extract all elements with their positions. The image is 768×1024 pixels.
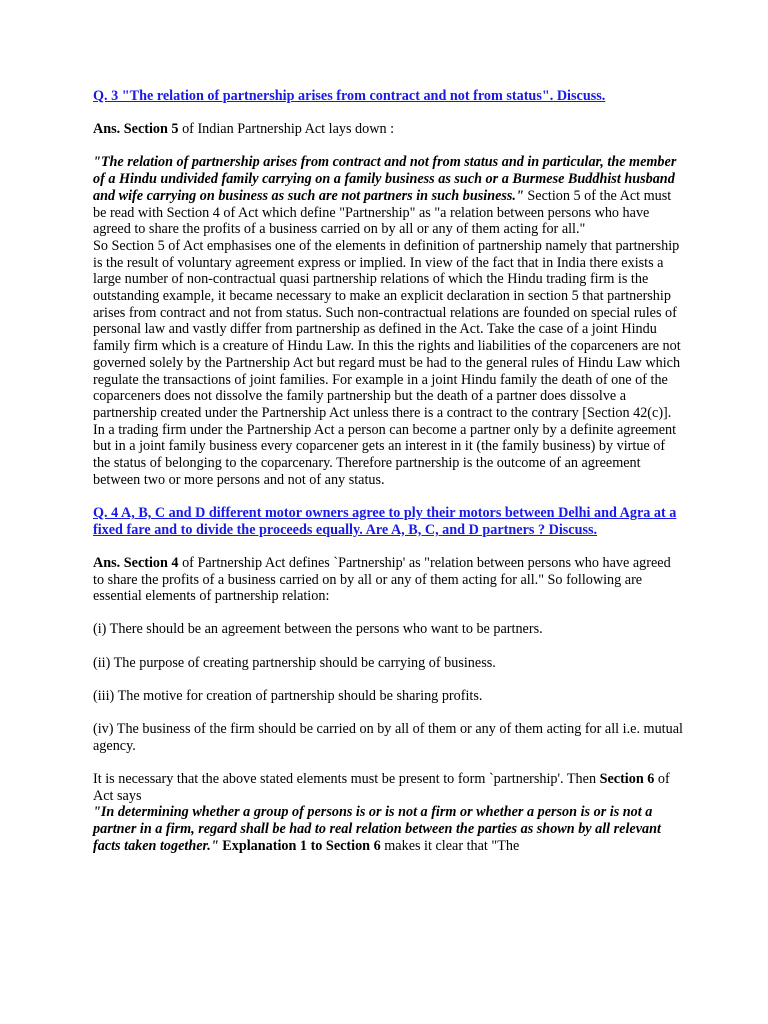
answer-3-body: So Section 5 of Act emphasises one of the elements in definition of partnership namely that partnership is the result of voluntary agreement express or implied. In view of the fact that in India there exists a large number of non-contractual quasi partnership relations of which the Hindu trading firm is the outstanding example, it became necessary to make an explicit declaration in section 5 that partnership arises from contract and not from status. Such non-contractual relations are founded on special rules of personal law and vastly differ from partnership as defined in the Act. Take the case of a joint Hindu family firm which is a creature of Hindu Law. In this the rights and liabilities of the coparceners are not governed solely by the Partnership Act but regard must be had to the general rules of Hindu Law which regulate the transactions of joint families. For example in a joint Hindu family the death of one of the coparceners does not dissolve the family partnership but the death of a partner does dissolve a partnership created under the Partnership Act unless there is a contract to the contrary [Section 42(c)]. In a trading firm under the Partnership Act a person can become a partner only by a definite agreement but in a joint family business every coparcener gets an interest in it (the family business) by virtue of the status of belonging to the coparcenary. Therefore partnership is the outcome of an agreement between two or more persons and not of any status. [93, 237, 681, 488]
question-4-link[interactable]: Q. 4 A, B, C and D different motor owners agree to ply their motors between Delhi and Agra at a fixed fare and to divide the proceeds equally. Are A, B, C, and D partners ? Discuss. [93, 504, 677, 538]
question-3-link[interactable]: Q. 3 "The relation of partnership arises from contract and not from status". Discuss. [93, 88, 606, 104]
section-6-quote: "In determining whether a group of persons is or is not a firm or whether a person is or is not a partner in a firm, regard shall be had to real relation between the parties as shown by all relevant facts taken together." [93, 804, 661, 854]
answer-intro-text: of Indian Partnership Act lays down : [178, 121, 395, 138]
section-5-quote-paragraph [93, 154, 683, 238]
answer-label: Ans. Section 5 [93, 121, 179, 138]
section-6-paragraph [93, 771, 683, 855]
list-item: (i) There should be an agreement between the persons who want to be partners. [93, 621, 543, 638]
list-item: (iii) The motive for creation of partnership should be sharing profits. [93, 687, 483, 704]
answer-intro-text: of Partnership Act defines `Partnership' as "relation between persons who have agreed to share the profits of a business carried on by all or any of them acting for all." So following are essential elements of partnership relation: [93, 554, 671, 605]
document-page [93, 88, 683, 855]
answer-3-intro [93, 121, 683, 138]
section-5-quote: "The relation of partnership arises from contract and not from status and in particular, the member of a Hindu undivided family carrying on a family business as such or a Burmese Buddhist husband and wife carrying on business as such are not partners in such business." [93, 154, 677, 204]
explanation-label: Explanation 1 to Section 6 [218, 837, 381, 854]
section-6-label: Section 6 [599, 771, 655, 787]
section-6-intro: It is necessary that the above stated elements must be present to form `partnership'. Then [93, 771, 600, 787]
list-item: (ii) The purpose of creating partnership should be carrying of business. [93, 654, 496, 671]
answer-4-intro [93, 555, 683, 605]
section-5-commentary: Section 5 of the Act must be read with Section 4 of Act which define "Partnership" as "a relation between persons who have agreed to share the profits of a business carried on by all or any of them acting for all." [93, 187, 672, 238]
list-item: (iv) The business of the firm should be carried on by all of them or any of them acting for all i.e. mutual agency. [93, 721, 683, 754]
explanation-text: makes it clear that "The [380, 837, 520, 854]
section-6-says: of Act says [93, 771, 670, 804]
answer-label: Ans. Section 4 [93, 554, 179, 571]
